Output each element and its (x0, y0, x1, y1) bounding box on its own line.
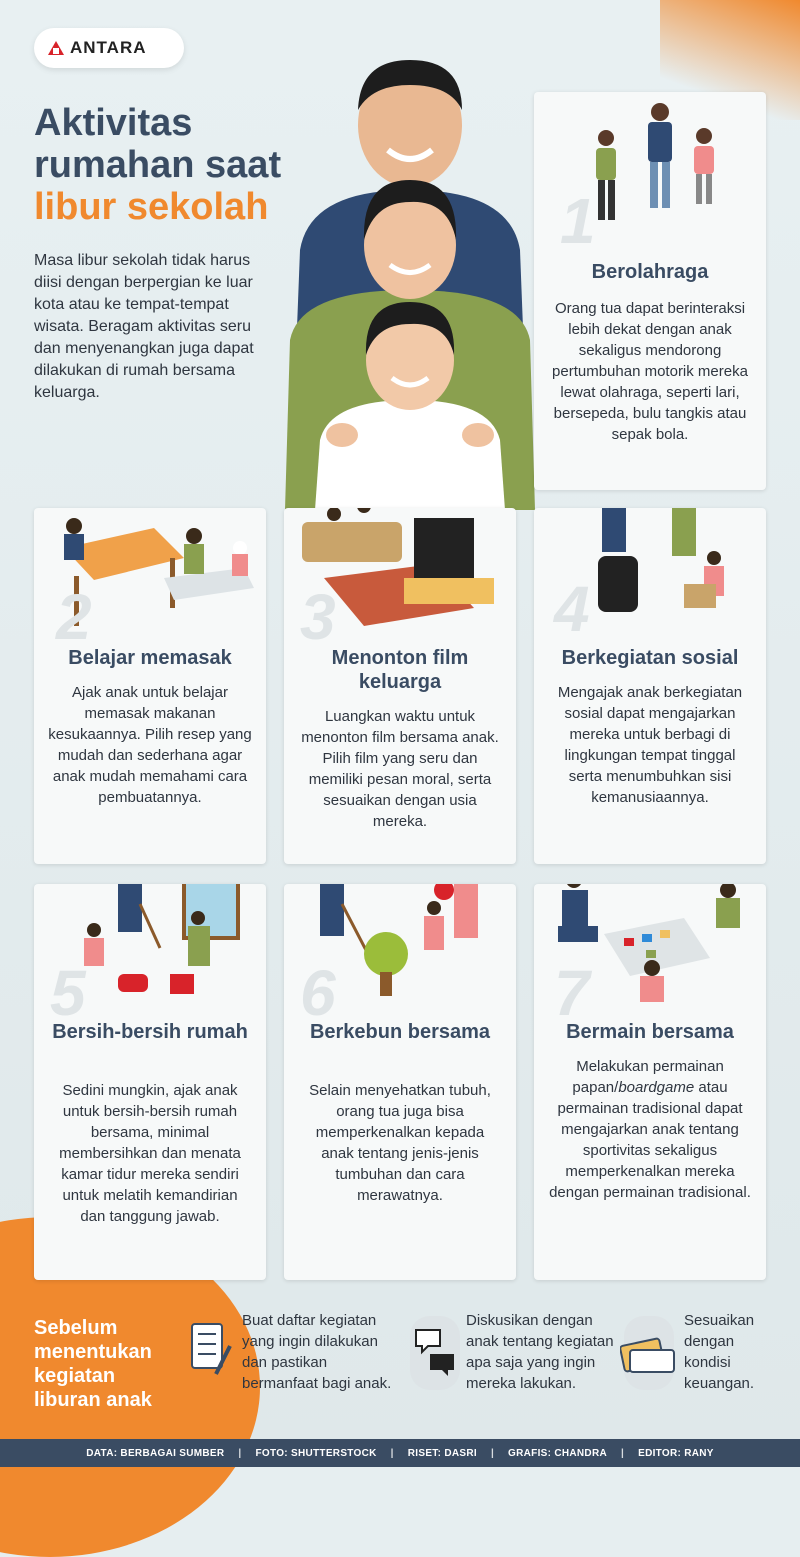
activity-number: 3 (300, 581, 336, 653)
logo-text: ANTARA (70, 38, 147, 57)
activity-text: Ajak anak untuk belajar memasak makanan kesukaannya. Pilih resep yang mudah dan sederhana agar anak mudah memahami cara pembuatannya. (48, 684, 252, 806)
credit-editor: EDITOR: RANY (638, 1447, 714, 1459)
credits-footer (0, 1439, 800, 1467)
title-line-1: Aktivitas (34, 102, 193, 144)
activity-number: 7 (554, 957, 590, 1029)
credit-foto: FOTO: SHUTTERSTOCK (255, 1447, 377, 1459)
antara-logo-icon (48, 40, 64, 56)
antara-logo[interactable] (34, 28, 184, 68)
activity-card-bermain-bersama (534, 884, 766, 1280)
checklist-icon (186, 1316, 238, 1390)
activity-text: Mengajak anak berkegiatan sosial dapat mengajarkan mereka untuk berbagi di lingkungan tempat tinggal serta menumbuhkan sisi kemanusiaannya. (557, 684, 743, 806)
separator: | (390, 1447, 394, 1459)
chat-icon (410, 1316, 460, 1390)
activity-card-berkegiatan-sosial (534, 508, 766, 864)
activity-title: Belajar memasak (68, 647, 232, 669)
activity-number: 2 (56, 581, 92, 653)
credit-riset: RISET: DASRI (407, 1447, 477, 1459)
credit-data: DATA: BERBAGAI SUMBER (86, 1447, 225, 1459)
activity-text-part: Melakukan permainan papan/ (572, 1058, 724, 1096)
title-line-3: libur sekolah (34, 186, 269, 228)
tip-item-2: Diskusikan dengan anak tentang kegiatan apa saja yang ingin mereka lakukan. (466, 1312, 614, 1392)
activity-title: Berolahraga (591, 261, 709, 283)
separator: | (238, 1447, 242, 1459)
activity-text (548, 1056, 752, 1203)
activity-card-bersih-bersih (34, 884, 266, 1280)
activity-text: Sedini mungkin, ajak anak untuk bersih-bersih rumah bersama, minimal membersihkan dan menata kamar tidur mereka sendiri untuk melatih kemandirian dan tanggung jawab. (59, 1082, 241, 1225)
page-title (34, 102, 281, 228)
separator: | (490, 1447, 495, 1459)
activity-title: Menonton film keluarga (331, 647, 469, 693)
activity-title: Berkegiatan sosial (561, 647, 739, 669)
credit-grafis: GRAFIS: CHANDRA (508, 1447, 607, 1459)
activity-title: Bermain bersama (566, 1021, 734, 1043)
wallet-icon (620, 1316, 678, 1390)
activity-text: Selain menyehatkan tubuh, orang tua juga bisa memperkenalkan kepada anak tentang jenis-jenis tumbuhan dan cara merawatnya. (309, 1082, 491, 1204)
separator: | (621, 1447, 625, 1459)
activity-title: Bersih-bersih rumah (52, 1021, 248, 1043)
title-line-2: rumahan saat (34, 144, 282, 186)
tips-heading: Sebelum menentukan kegiatan liburan anak (34, 1317, 152, 1411)
activity-text-part: atau permainan tradisional dapat mengajarkan anak tentang sportivitas sekaligus memperkenalkan mereka dengan permainan tradisional. (549, 1079, 751, 1201)
activity-card-berkebun (284, 884, 516, 1280)
activity-text: Orang tua dapat berinteraksi lebih dekat dengan anak sekaligus mendorong pertumbuhan motorik mereka lewat olahraga, seperti lari, bersepeda, bulu tangkis atau sepak bola. (552, 300, 748, 443)
activity-number: 1 (560, 185, 596, 257)
activity-number: 6 (300, 957, 336, 1029)
intro-text: Masa libur sekolah tidak harus diisi dengan berpergian ke luar kota atau ke tempat-tempat wisata. Beragam aktivitas seru dan menyenangkan juga dapat dilakukan di rumah bersama keluarga. (34, 252, 254, 401)
activity-text-italic: boardgame (618, 1079, 695, 1096)
activity-card-berolahraga (534, 92, 766, 490)
activity-number: 4 (554, 573, 590, 645)
activity-card-belajar-memasak (34, 508, 266, 864)
activity-number: 5 (50, 957, 86, 1029)
tip-item-3: Sesuaikan dengan kondisi keuangan. (684, 1312, 755, 1392)
activity-card-menonton-film (284, 508, 516, 864)
family-photo (280, 40, 540, 510)
activity-text: Luangkan waktu untuk menonton film bersama anak. Pilih film yang seru dan memiliki pesan moral, serta sesuaikan dengan usia mereka. (301, 708, 499, 830)
activity-title: Berkebun bersama (309, 1021, 491, 1043)
tip-item-1: Buat daftar kegiatan yang ingin dilakukan dan pastikan bermanfaat bagi anak. (242, 1312, 392, 1392)
